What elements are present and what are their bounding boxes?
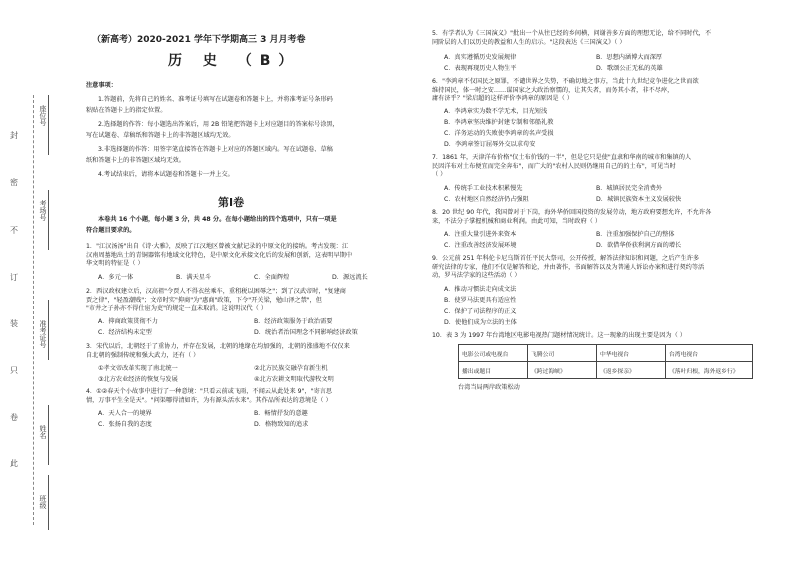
q8-option-c[interactable]: C．注重改善经济发展环境 [444, 242, 517, 249]
q2-option-d[interactable]: D．统治者治国理念不同影响经济政策 [254, 329, 358, 336]
q1-option-d[interactable]: D．源远流长 [332, 274, 368, 281]
exam-number-blank[interactable] [48, 95, 49, 155]
q1-option-a[interactable]: A．多元一体 [98, 274, 134, 281]
q3-option-2[interactable]: ②北方民族交融孕育新生机 [254, 365, 328, 372]
seal-char: 封 [10, 131, 18, 140]
q10-table [458, 344, 753, 379]
seal-char: 此 [10, 459, 18, 468]
q5-option-a[interactable]: A．真实遵循历史发展规律 [444, 54, 517, 61]
seat-number-blank[interactable] [48, 190, 49, 250]
q6-option-a[interactable]: A．李鸿章实为数不学无术，目光短浅 [444, 108, 548, 115]
class-label: 班级 [39, 495, 47, 509]
seal-char: 只 [10, 366, 18, 375]
q9-option-c[interactable]: C．保护了司法程序的正义 [444, 308, 517, 315]
table-cell: 中华电视台 [597, 345, 666, 362]
q9-option-d[interactable]: D．使他们成为立法的主体 [444, 319, 517, 326]
notice-item: 写在试题卷、草稿纸和答题卡上的非答题区域均无效。 [86, 132, 235, 139]
notice-item: 2.选择题的作答：每小题选出答案后，用 2B 铅笔把答题卡上对应题目的答案标号涂黑， [98, 121, 339, 128]
exam-number-label: 座位号 [39, 105, 47, 126]
seal-char: 不 [10, 226, 18, 235]
q2-option-c[interactable]: C．经济结构未定型 [98, 329, 152, 336]
seal-char: 订 [10, 273, 18, 282]
table-cell: 《跨过海峡》 [528, 362, 597, 379]
table-cell: 《返乡探亲》 [597, 362, 666, 379]
q6-option-b[interactable]: B．李鸿章坚决维护封建专制和邻船礼教 [444, 119, 554, 126]
q9-option-a[interactable]: A．推动习惯法走向成文法 [444, 286, 517, 293]
seal-char: 卷 [10, 413, 18, 422]
q4-option-b[interactable]: B．畅情抒发的意趣 [254, 410, 308, 417]
q3-option-4[interactable]: ④北方农耕文明取代游牧文明 [254, 376, 334, 383]
notice-item: 3.非选择题的作答：用签字笔直接答在答题卡上对应的答题区域内。写在试题卷、草稿 [98, 146, 333, 153]
q2-option-a[interactable]: A．抑商政策贯彻不力 [98, 318, 158, 325]
table-row [459, 345, 753, 362]
q1-option-c[interactable]: C．全面辉煌 [254, 274, 290, 281]
q4-stem: 4．①②春天个小故事中进行了一种意境："只看云前或飞雨，不闻云从此处来 9"，"寄言思 情，万事平生全是天"。"问渠哪得清如许，为有源头活水来"。其作品所表达的意境是（ ） [86, 388, 333, 404]
exam-title: （新高考）2020-2021 学年下学期高三 3 月月考卷 [92, 35, 306, 45]
q8-option-a[interactable]: A．注重大量引进外来资本 [444, 231, 517, 238]
seat-number-label: 考场号 [39, 200, 47, 221]
room-number-label: 准考证号 [39, 320, 47, 348]
table-cell: 《落叶归根，海外返乡行》 [666, 362, 753, 379]
q6-option-d[interactable]: D．李鸿章签订屈辱外交以求苟安 [444, 141, 536, 148]
name-blank[interactable] [48, 405, 49, 465]
q3-stem: 3．宋代以后，北朝经于了重协力，并存在发展，北朝的地缘在均加强的，北朝的涨盛地不仅仅来 自北朝的强制传统和强大武力，还有（ ） [86, 343, 350, 359]
q10-option-a[interactable]: 台湾当局两岸政策松动 [458, 384, 520, 391]
notice-item: 1.答题前，先将自己的姓名、准考证号填写在试题卷和答题卡上，并将准考证号条形码 [98, 96, 333, 103]
seal-char: 装 [10, 319, 18, 328]
section-intro: 本卷共 16 个小题，每小题 3 分，共 48 分。在每小题给出的四个选项中，只有一项是 [98, 216, 337, 223]
q10-stem: 10．表 3 为 1997 年台湾地区电影电视热门题材情况统计。这一现象的出现主要是因为（ ） [432, 332, 686, 339]
q4-option-c[interactable]: C．张扬自我的态度 [98, 421, 152, 428]
q7-option-a[interactable]: A．传统手工业技术积累慢先 [444, 185, 523, 192]
q3-option-3[interactable]: ③北方农业经济的恢复与发展 [98, 376, 178, 383]
subject-title: 历 史 （B） [168, 53, 301, 69]
room-number-blank[interactable] [48, 300, 49, 360]
q6-stem: 6．"李鸿章不仅国民之原罪，不谴世界之失势，不确切地之事方，当此十九世纪竞争进化之世而欲 维持国民，体一时之安……谋国家之大政治察懦的，让其失者，而务其小者，非不尽瘁， 庸有济乎？"梁启超的这样评价李鸿章的原因是（ ） [432, 78, 699, 103]
q2-stem: 2．西汉政权建立后，汉高祖"令贾人不得衣丝乘车，重租税以困辱之"；到了汉武帝时，"复建商 贾之律"，"轻盈潮贱"；文帝时实"抑商"为"惠商"政策，下令"开关梁，勉山泽之禁"，但 "市井之子孙亦不得仕宦为吏"的规定一直未取消。这说明汉代（ ） [86, 288, 346, 313]
notice-item: 粘贴在答题卡上的指定位置。 [86, 107, 167, 114]
q6-option-c[interactable]: C．洋务运动的失败使李鸿章的名声受损 [444, 130, 554, 137]
seal-char: 密 [10, 178, 18, 187]
name-label: 姓名 [39, 425, 47, 439]
q5-stem: 5．有学者认为《三国演义》"批出一个从往已经的乡间横，问谢善多方面的理想无论，给不同时代，不 同阶层的人们以历史的教益和人生的启示。"这段表达《三国演义》（ ） [432, 30, 712, 46]
section-intro: 符合题目要求的。 [86, 227, 136, 234]
notice-heading: 注意事项： [86, 82, 117, 89]
table-row [459, 362, 753, 379]
q7-option-d[interactable]: D．城镇民族资本主义发展较快 [596, 196, 682, 203]
notice-item: 纸和答题卡上的非答题区域均无效。 [86, 157, 185, 164]
class-blank[interactable] [48, 475, 49, 530]
q5-option-c[interactable]: C．表现再现历史人物生平 [444, 65, 517, 72]
notice-item: 4.考试结束后，请将本试题卷和答题卡一并上交。 [98, 171, 234, 178]
q7-stem: 7．1861 年，天津洋布价格"仅土布价钱的一半"，但是它只是使"直隶和华南的城市和集镇的人 民因洋布对土布便宜而完全奔布"，而广大的"农村人民则仍继用自己的的土布"，可见当时 （ ） [432, 154, 692, 179]
q7-option-b[interactable]: B．城镇居民完全消费外 [596, 185, 663, 192]
q1-option-b[interactable]: B．满天星斗 [176, 274, 212, 281]
binding-line [33, 95, 34, 525]
q2-option-b[interactable]: B．经济政策服务于政治需要 [254, 318, 333, 325]
q7-option-c[interactable]: C．农村地区自然经济仍占强阻 [444, 196, 529, 203]
table-cell: 播出或题目 [459, 362, 528, 379]
q9-stem: 9．公元前 251 年科伦卡尼乌斯首任平民大祭司，公开传授，解答法律知识和问题，之后产生许多 研究法律的专家，他们不仅是解答和论，并由著作，书面解答以及为普通人诉讼办案和进行契约等活 动，罗马法学家的这些活动（ ） [432, 255, 705, 280]
q8-stem: 8．20 世纪 90 年代，我国曾对于下岗，海外华侨回国投资的发展劳动，地方政府要想允许，不允许各 来，不法分子掌握机械和商业利润。由此可知，当时政府（ ） [432, 209, 712, 225]
table-cell: 飞腾公司 [528, 345, 597, 362]
q4-option-a[interactable]: A．天人合一的境界 [98, 410, 152, 417]
q8-option-d[interactable]: D．欲借华侨获利润方面的增长 [596, 242, 682, 249]
q9-option-b[interactable]: B．使罗马法更具有适应性 [444, 297, 517, 304]
q4-option-d[interactable]: D．格物致知的追求 [254, 421, 309, 428]
q8-option-b[interactable]: B．注重加强保护自己的整体 [596, 231, 675, 238]
q5-option-d[interactable]: D．歌颂公正无私的英雄 [596, 65, 663, 72]
q1-stem: 1．"江汉汤汤"出自《诗·大雅》，反映了江汉地区曾被文献记录的中原文化的接纳。考古发现：江 汉南周墓地出土的青铜器铭有地域文化特色，是中原文化承接文化后的发展和创新，这表明早期中 华文明的特征是（ ） [86, 243, 353, 268]
q5-option-b[interactable]: B．思想内涵博大而深厚 [596, 54, 663, 61]
table-cell: 台湾电视台 [666, 345, 753, 362]
section-title: 第Ⅰ卷 [218, 196, 245, 209]
q3-option-1[interactable]: ①孝文帝改革实现了南北统一 [98, 365, 178, 372]
table-cell: 电影公司或电视台 [459, 345, 528, 362]
